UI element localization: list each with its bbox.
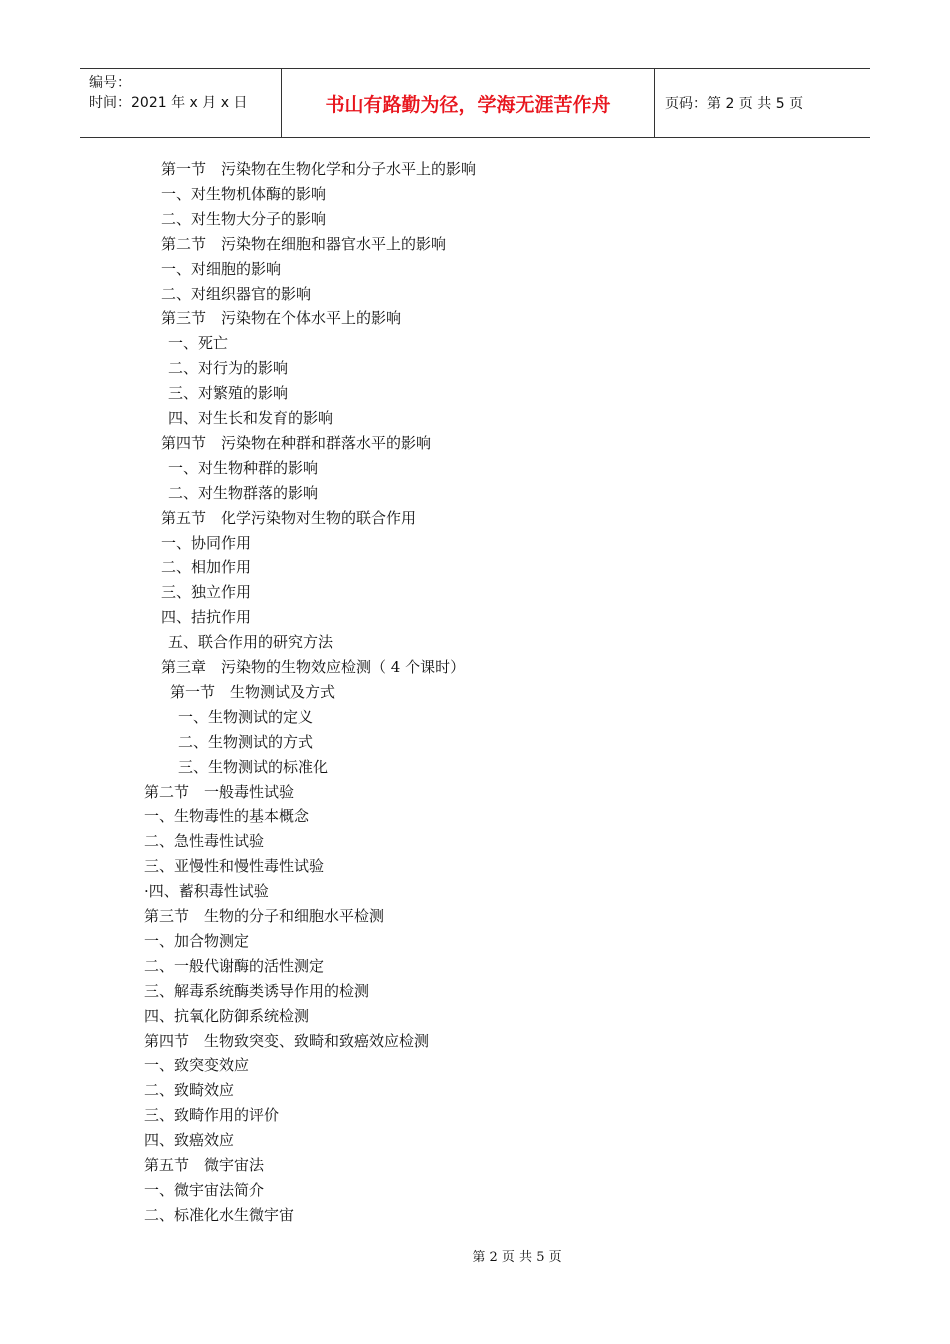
motto-text: 书山有路勤为径，学海无涯苦作舟 (325, 93, 611, 116)
toc-entry: 四、抗氧化防御系统检测 (144, 1006, 310, 1025)
toc-entry: 第三章 污染物的生物效应检测（ 4 个课时） (161, 658, 466, 676)
toc-entry: 二、生物测试的方式 (178, 732, 314, 751)
header-info-cell (80, 69, 282, 137)
toc-entry: 第四节 生物致突变、致畸和致癌效应检测 (144, 1031, 430, 1050)
toc-entry: 二、致畸效应 (144, 1081, 235, 1100)
document-time-label: 时间：2021 年 x 月 x 日 (89, 95, 248, 111)
toc-entry: 五、联合作用的研究方法 (168, 633, 334, 652)
document-number-label: 编号： (89, 75, 131, 91)
toc-entry: 第三节 生物的分子和细胞水平检测 (144, 907, 385, 925)
toc-entry: 第四节 污染物在种群和群落水平的影响 (161, 433, 432, 452)
toc-entry: 一、微宇宙法简介 (144, 1180, 265, 1199)
toc-entry: 二、对生物群落的影响 (168, 483, 319, 502)
toc-entry: 一、加合物测定 (144, 931, 250, 950)
toc-entry: 第五节 化学污染物对生物的联合作用 (161, 508, 417, 527)
toc-entry: 第二节 一般毒性试验 (144, 782, 295, 801)
toc-entry: 一、死亡 (168, 334, 229, 353)
header-page-number: 页码：第 2 页 共 5 页 (665, 96, 804, 112)
toc-entry: 一、致突变效应 (144, 1056, 250, 1075)
toc-entry: 二、对组织器官的影响 (161, 284, 312, 303)
toc-entry: 二、急性毒性试验 (144, 832, 265, 851)
toc-entry: 第一节 生物测试及方式 (170, 682, 336, 701)
toc-entry: 三、独立作用 (161, 583, 252, 602)
toc-entry: 四、对生长和发育的影响 (168, 409, 334, 427)
page-header (80, 68, 870, 138)
toc-entry: 四、致癌效应 (144, 1131, 235, 1150)
toc-entry: 三、亚慢性和慢性毒性试验 (144, 857, 325, 876)
toc-entry: 一、协同作用 (161, 533, 252, 552)
toc-entry: 第五节 微宇宙法 (144, 1156, 265, 1174)
toc-entry: 一、生物测试的定义 (178, 707, 314, 726)
toc-entry: 三、致畸作用的评价 (144, 1106, 280, 1125)
toc-entry: 二、标准化水生微宇宙 (144, 1205, 295, 1224)
header-motto-cell (282, 69, 655, 137)
toc-entry: 四、拮抗作用 (161, 608, 252, 627)
page-footer (0, 1246, 950, 1265)
toc-entry: 一、对生物机体酶的影响 (161, 184, 327, 203)
toc-entry: 一、对生物种群的影响 (168, 458, 319, 477)
toc-entry: 第二节 污染物在细胞和器官水平上的影响 (161, 234, 447, 253)
toc-entry: 二、相加作用 (161, 558, 252, 577)
toc-entry: 一、生物毒性的基本概念 (144, 807, 310, 826)
toc-entry: 第三节 污染物在个体水平上的影响 (161, 309, 402, 328)
toc-entry: 三、解毒系统酶类诱导作用的检测 (144, 981, 370, 1000)
toc-entry: 二、对生物大分子的影响 (161, 209, 327, 228)
header-page-cell (655, 69, 870, 137)
toc-entry: 二、对行为的影响 (168, 359, 289, 378)
toc-entry: 三、生物测试的标准化 (178, 757, 329, 776)
toc-entry: 三、对繁殖的影响 (168, 384, 289, 403)
toc-entry: 一、对细胞的影响 (161, 259, 282, 278)
toc-entry: 第一节 污染物在生物化学和分子水平上的影响 (161, 160, 477, 178)
toc-entry: ·四、蓄积毒性试验 (144, 882, 269, 901)
footer-page-number: 第 2 页 共 5 页 (472, 1250, 562, 1265)
toc-entry: 二、一般代谢酶的活性测定 (144, 956, 325, 975)
